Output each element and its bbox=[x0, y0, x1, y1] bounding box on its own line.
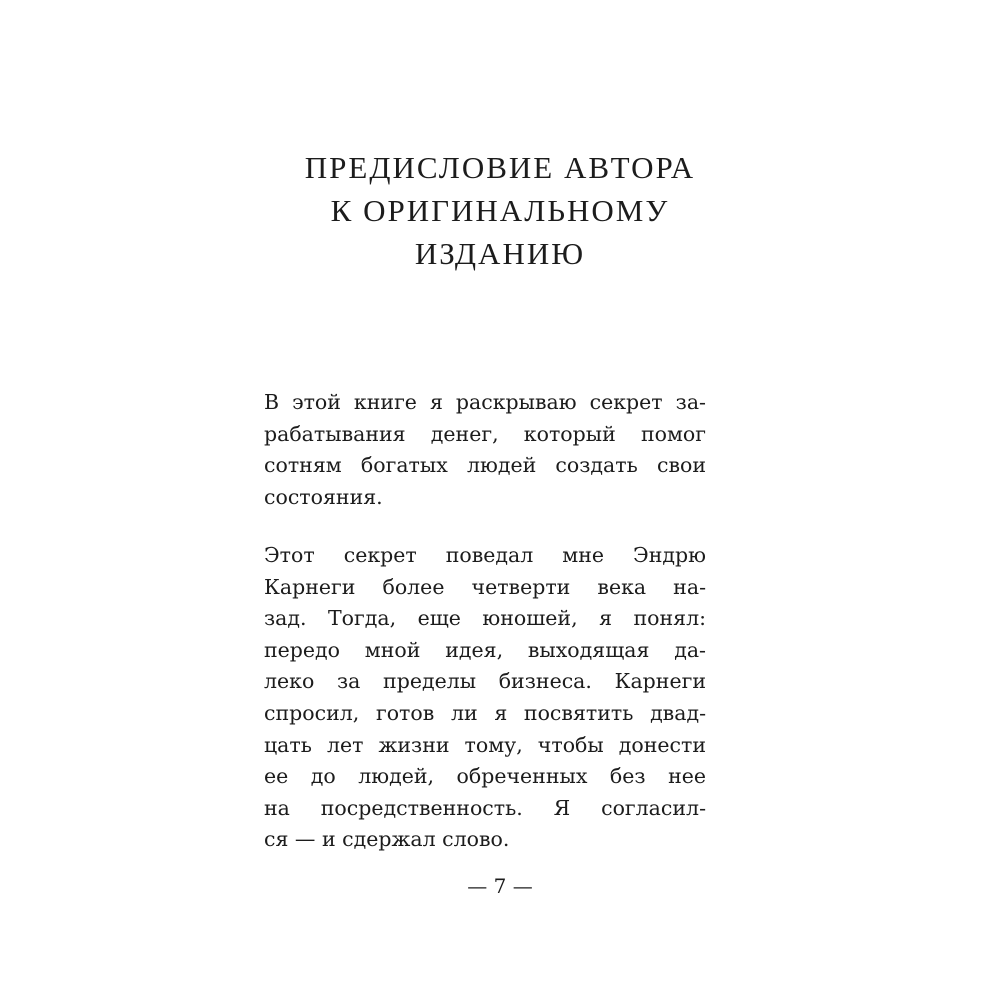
page-number: — 7 — bbox=[467, 874, 533, 898]
paragraph-1 bbox=[264, 387, 706, 513]
text-line: состояния. bbox=[264, 484, 383, 509]
text-line: Этот секрет поведал мне Эндрю bbox=[264, 543, 706, 567]
chapter-title bbox=[0, 146, 1000, 275]
chapter-title-line: ИЗДАНИЮ bbox=[414, 236, 586, 271]
text-line: рабатывания денег, который помог bbox=[264, 421, 706, 446]
chapter-title-line: ПРЕДИСЛОВИЕ АВТОРА bbox=[304, 150, 696, 185]
text-line: передо мной идея, выходящая да- bbox=[264, 637, 706, 662]
text-line: спросил, готов ли я посвятить двад- bbox=[264, 700, 706, 725]
text-line: Карнеги более четверти века на- bbox=[264, 574, 706, 599]
text-line: леко за пределы бизнеса. Карнеги bbox=[264, 669, 706, 694]
text-line: зад. Тогда, еще юношей, я понял: bbox=[264, 606, 706, 631]
paragraph-2 bbox=[264, 540, 706, 856]
text-line: ее до людей, обреченных без нее bbox=[264, 764, 706, 789]
chapter-title-line: К ОРИГИНАЛЬНОМУ bbox=[330, 193, 670, 228]
text-line: ся — и сдержал слово. bbox=[264, 827, 510, 852]
text-line: цать лет жизни тому, чтобы донести bbox=[264, 732, 706, 757]
text-line: на посредственность. Я согласил- bbox=[264, 795, 706, 820]
text-line: В этой книге я раскрываю секрет за- bbox=[264, 390, 706, 414]
text-line: сотням богатых людей создать свои bbox=[264, 453, 706, 478]
